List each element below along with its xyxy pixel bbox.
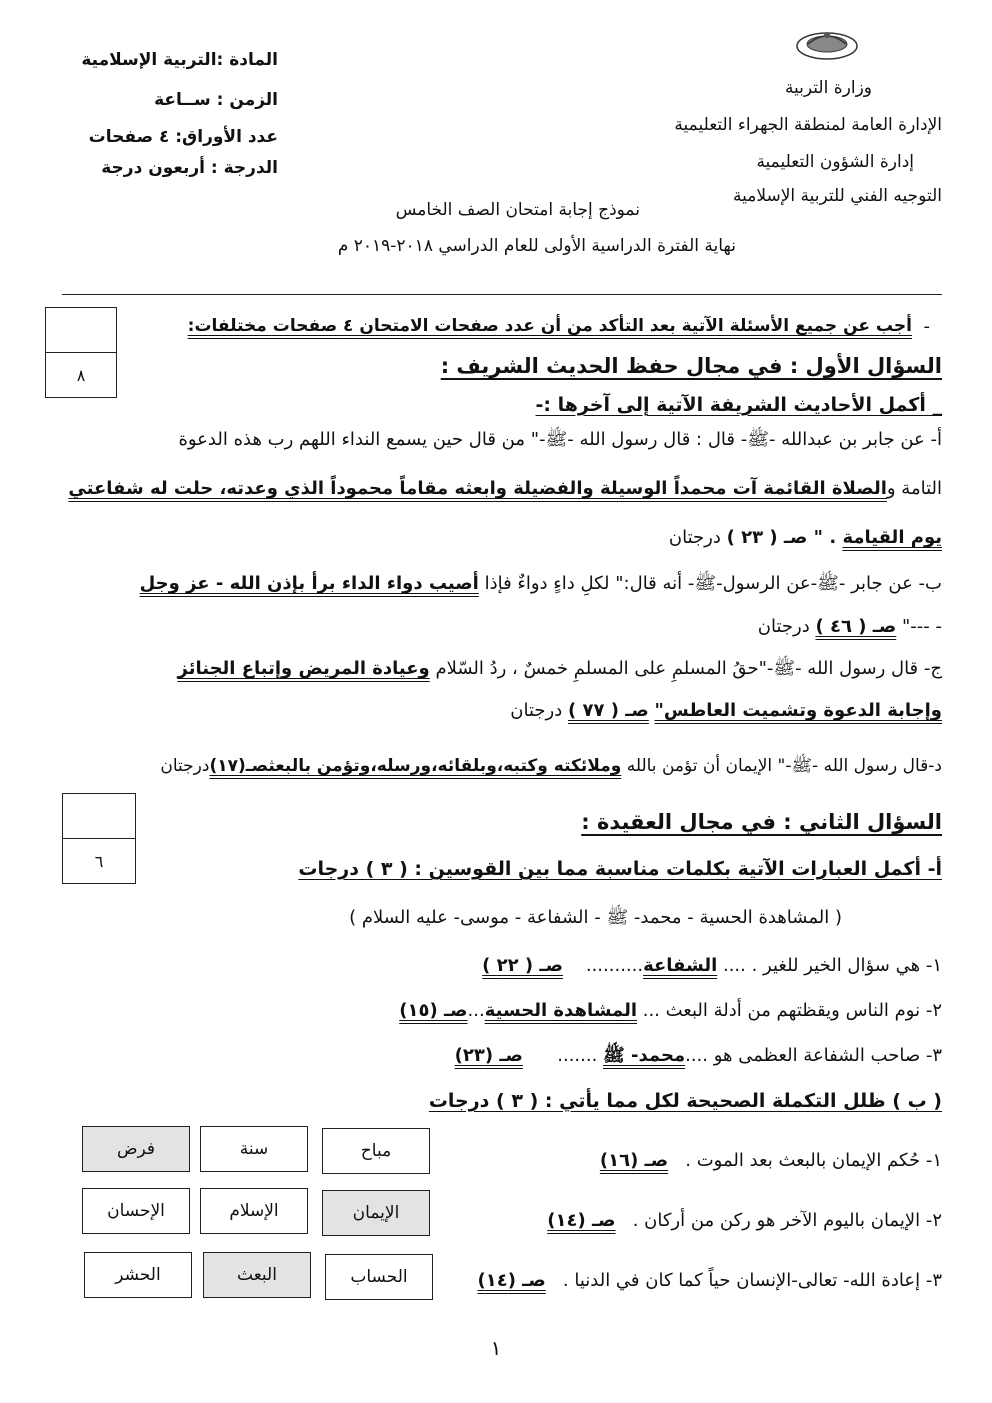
q2-b3-text: ٣- إعادة الله- تعالى-الإنسان حياً كما كان في الدنيا .: [562, 1270, 942, 1291]
option-b2-2[interactable]: الإسلام: [200, 1188, 308, 1234]
supervision-name: التوجيه الفني للتربية الإسلامية: [732, 186, 942, 206]
q1-b-plain: ب- عن جابر -ﷺ-عن الرسول-ﷺ- أنه قال:" لكلِ داءٍ دواءٌ فإذا: [478, 573, 942, 594]
q1-c-answer: وعيادة المريض وإتباع الجنائز: [177, 658, 430, 679]
q1-score-empty: [46, 308, 116, 353]
q1-a-ref: . " صـ ( ٢٣ ): [726, 527, 843, 548]
q2-a2-answer: المشاهدة الحسية: [484, 1000, 638, 1021]
option-b3-3[interactable]: الحشر: [84, 1252, 192, 1298]
q1-a-line2: [68, 478, 942, 499]
q1-b-marks: درجتان: [757, 616, 810, 637]
header-divider: [62, 294, 942, 295]
q2-a2-ref: صـ (١٥): [399, 1000, 468, 1021]
q1-c-line1: [178, 657, 943, 683]
q2-a1-text: ١- هي سؤال الخير للغير . ....: [717, 955, 942, 976]
q1-d-answer: وملائكته وكتبه،وبلقائه،ورسله،وتؤمن بالبعث: [268, 756, 622, 776]
q1-a-line1: أ- عن جابر بن عبدالله -ﷺ- قال : قال رسول الله -ﷺ-" من قال حين يسمع النداء اللهم رب هذه الدعوة: [178, 429, 942, 450]
department-name: إدارة الشؤون التعليمية: [756, 152, 914, 172]
q1-instruction: _ أكمل الأحاديث الشريفة الآتية إلى آخرها :-: [535, 394, 942, 416]
q2-a3-answer: محمد- ﷺ: [603, 1045, 686, 1066]
q2-a3-text: ٣- صاحب الشفاعة العظمى هو ....: [685, 1045, 942, 1066]
grade-label: الدرجة : أربعون درجة: [101, 158, 278, 178]
q2-a1-answer: الشفاعة: [643, 955, 718, 976]
exam-title: نموذج إجابة امتحان الصف الخامس: [395, 200, 640, 220]
q1-a-line3: [669, 527, 942, 548]
option-b2-3[interactable]: الإحسان: [82, 1188, 190, 1234]
q1-d-marks: درجتان: [160, 756, 210, 776]
option-b2-1[interactable]: الإيمان: [322, 1190, 430, 1236]
q2-b3: [477, 1270, 942, 1291]
pages-label: عدد الأوراق: ٤ صفحات: [88, 127, 278, 147]
q1-c-answer-end: وإجابة الدعوة وتشميت العاطس": [654, 700, 942, 721]
q1-b-line2: [758, 616, 942, 637]
q2-a3: [455, 1044, 942, 1070]
q1-b-answer: أصيب دواء الداء برأ بإذن الله - عز وجل: [139, 573, 479, 594]
q2-score-empty: [63, 794, 135, 839]
q2-b1: [600, 1150, 942, 1171]
q2-part-a-title: أ- أكمل العبارات الآتية بكلمات مناسبة مما بين القوسين : ( ٣ ) درجات: [298, 858, 942, 880]
q2-a3-ref: صـ (٢٣): [454, 1045, 523, 1066]
q1-score-total: ٨: [76, 365, 86, 385]
q1-d-line: [160, 755, 942, 780]
q2-b1-ref: صـ (١٦): [599, 1150, 669, 1171]
q1-b-plain2: - ---": [902, 616, 942, 637]
q2-score-box: [62, 793, 136, 884]
q2-score-total: ٦: [94, 851, 104, 871]
q2-b1-text: ١- حُكم الإيمان بالبعث بعد الموت .: [685, 1150, 942, 1171]
q2-a2: [399, 1000, 942, 1021]
ministry-name: وزارة التربية: [784, 78, 872, 98]
subject-label: المادة :التربية الإسلامية: [81, 50, 278, 70]
option-b3-2[interactable]: البعث: [203, 1252, 311, 1298]
page-number: ١: [490, 1336, 502, 1360]
q2-word-bank: ( المشاهدة الحسية - محمد- ﷺ - الشفاعة - موسى- عليه السلام ): [349, 907, 842, 928]
option-b1-1[interactable]: مباح: [322, 1128, 430, 1174]
q2-a3-dots: .......: [557, 1045, 604, 1066]
q2-b3-ref: صـ (١٤): [477, 1270, 546, 1291]
q1-a-answer: الصلاة القائمة آت محمداً الوسيلة والفضيلة وابعثه مقاماً محموداً الذي وعدته، حلت له شفاعتي: [68, 478, 887, 499]
q1-c-ref: صـ ( ٧٧ ): [568, 700, 649, 721]
directorate-name: الإدارة العامة لمنطقة الجهراء التعليمية: [674, 115, 942, 135]
q2-a2-dots: ...: [467, 1000, 485, 1021]
q1-c-plain: ج- قال رسول الله -ﷺ-"حقُ المسلمِ على المسلمِ خمسٌ ، ردُ السّلام: [429, 658, 942, 679]
q2-b2: [547, 1210, 942, 1231]
q2-heading: السؤال الثاني : في مجال العقيدة :: [581, 810, 942, 834]
q1-d-plain: د-قال رسول الله -ﷺ-" الإيمان أن تؤمن بالله: [621, 756, 942, 776]
q2-part-b-title: ( ب ) ظلل التكملة الصحيحة لكل مما يأتي : ( ٣ ) درجات: [428, 1090, 942, 1112]
q2-a1-dots: ..........: [585, 955, 644, 976]
q1-b-ref: صـ ( ٤٦ ): [815, 616, 897, 637]
option-b1-3[interactable]: فرض: [82, 1126, 190, 1172]
q2-b2-ref: صـ (١٤): [547, 1210, 616, 1231]
q2-a1: [482, 955, 942, 976]
ministry-emblem: [794, 24, 860, 64]
q1-heading: السؤال الأول : في مجال حفظ الحديث الشريف :: [440, 354, 942, 378]
time-label: الزمن : ســاعة: [154, 90, 278, 110]
q1-a-answer-end: يوم القيامة: [842, 527, 942, 548]
q2-a1-ref: صـ ( ٢٢ ): [482, 955, 563, 976]
q1-a-line2-plain: التامة و: [886, 478, 942, 499]
q2-b2-text: ٢- الإيمان باليوم الآخر هو ركن من أركان .: [632, 1210, 942, 1231]
q1-c-marks: درجتان: [510, 700, 563, 721]
exam-subtitle: نهاية الفترة الدراسية الأولى للعام الدراسي ٢٠١٨-٢٠١٩ م: [337, 236, 736, 256]
option-b1-2[interactable]: سنة: [200, 1126, 308, 1172]
q1-d-ref: صـ(١٧): [209, 756, 269, 776]
q1-c-line2: [510, 700, 942, 721]
instructions-text: أجب عن جميع الأسئلة الآتية بعد التأكد من أن عدد صفحات الامتحان ٤ صفحات مختلفات:: [187, 316, 912, 336]
q2-a2-text: ٢- نوم الناس ويقظتهم من أدلة البعث ...: [637, 1000, 942, 1021]
instructions-dash: -: [923, 316, 930, 337]
q1-score-box: [45, 307, 117, 398]
q1-a-marks: درجتان: [668, 527, 721, 548]
q1-b-line1: [140, 572, 942, 598]
option-b3-1[interactable]: الحساب: [325, 1254, 433, 1300]
